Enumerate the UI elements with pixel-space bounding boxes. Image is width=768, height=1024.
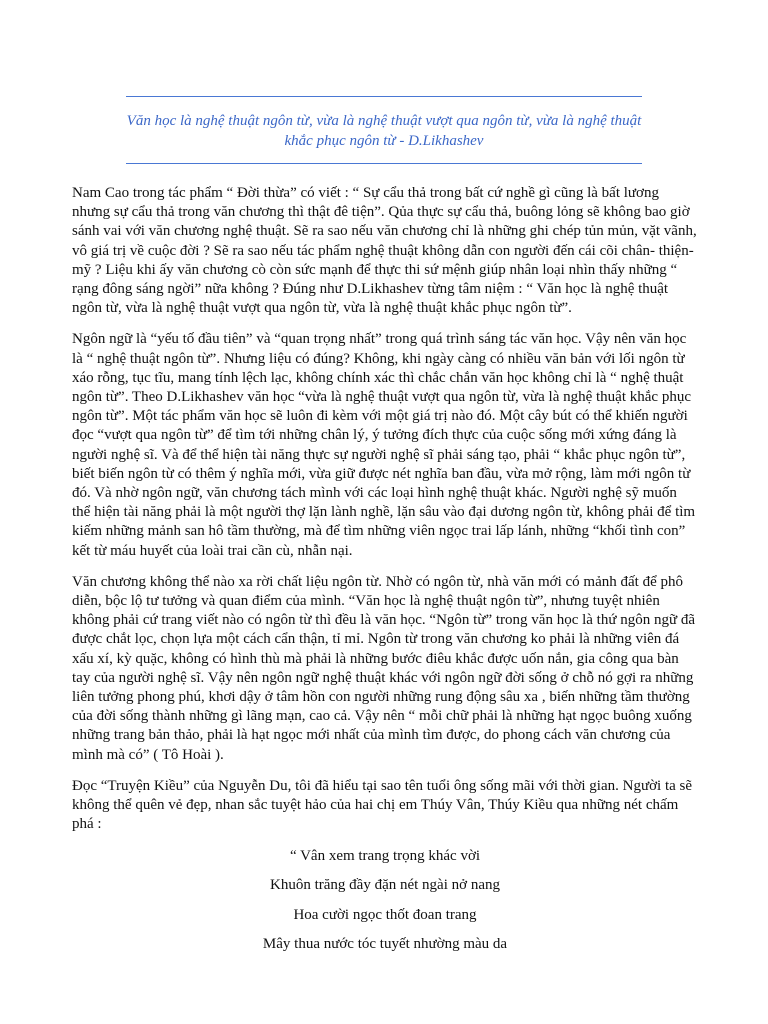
poem-line-4: Mây thua nước tóc tuyết nhường màu da [262,936,508,952]
epigraph-quote: Văn học là nghệ thuật ngôn từ, vừa là nghệ thuật vượt qua ngôn từ, vừa là nghệ thuật khắc phục ngôn từ - D.Likhashev [126,113,642,149]
essay-body [72,184,698,965]
poem-line-1: “ Vân xem trang trọng khác vời [289,847,481,864]
top-divider [126,96,642,97]
bottom-divider [126,163,642,164]
paragraph-1: Nam Cao trong tác phẩm “ Đời thừa” có viết : “ Sự cẩu thả trong bất cứ nghề gì cũng là bất lương nhưng sự cẩu thả trong văn chương thì thật đê tiện”. Qủa thực sự cẩu thả, buông lỏng sẽ không bao giờ sánh vai với văn chương nghệ thuật. Sẽ ra sao nếu văn chương chỉ là những ghi chép tủn mủn, vặt vãnh, vô giá trị về cuộc đời ? Sẽ ra sao nếu tác phẩm nghệ thuật không dẫn con người đến cái cõi chân- thiện- mỹ ? Liệu khi ấy văn chương cò còn sức mạnh để thực thi sứ mệnh giúp nhân loại nhìn thấy những “ rạng đông sáng ngời” nữa không ? Đúng như D.Likhashev từng tâm niệm : “ Văn học là nghệ thuật ngôn từ, vừa là nghệ thuật vượt qua ngôn từ, vừa là nghệ thuật khắc phục ngôn từ”. [72,185,697,317]
paragraph-3: Văn chương không thể nào xa rời chất liệu ngôn từ. Nhờ có ngôn từ, nhà văn mới có mảnh đất để phô diễn, bộc lộ tư tưởng và quan điểm của mình. “Văn học là nghệ thuật ngôn từ”, nhưng tuyệt nhiên không phải cứ trang viết nào có ngôn từ thì đều là văn học. “Ngôn từ” trong văn học là thứ ngôn ngữ đã được chắt lọc, chọn lựa một cách cẩn thận, tỉ mỉ. Ngôn từ trong văn chương ko phải là những viên đá xấu xí, kỳ quặc, không có hình thù mà phải là những bước điêu khắc được uốn nắn, gia công qua bàn tay của người nghệ sĩ. Vậy nên ngôn ngữ nghệ thuật khác với ngôn ngữ đời sống ở chỗ nó gợi ra những liên tưởng phong phú, khơi dậy ở tâm hồn con người những rung động sâu xa , biến những tầm thường của đời sống thành những gì lãng mạn, cao cả. Vậy nên “ mỗi chữ phải là những hạt ngọc buông xuống những trang bản thảo, phải là hạt ngọc mới nhất của mình tìm được, do phong cách văn chương của mình mà có” ( Tô Hoài ). [72,573,696,763]
epigraph-block [126,96,642,164]
poem-excerpt [72,847,698,955]
poem-line-2: Khuôn trăng đầy đặn nét ngài nở nang [270,877,500,893]
paragraph-2: Ngôn ngữ là “yếu tố đầu tiên” và “quan trọng nhất” trong quá trình sáng tác văn học. Vậy nên văn học là “ nghệ thuật ngôn từ”. Nhưng liệu có đúng? Không, khi ngày càng có nhiều văn bản với lối ngôn từ xáo rỗng, tục tĩu, mang tính lệch lạc, không chính xác thì chắc chắn văn học không chỉ là “ nghệ thuật ngôn từ”. Theo D.Likhashev văn học “vừa là nghệ thuật vượt qua ngôn từ, vừa là nghệ thuật khắc phục ngôn từ”. Một tác phẩm văn học sẽ luôn đi kèm với một giá trị nào đó. Một cây bút có thể khiến người đọc “vượt qua ngôn từ” để tìm tới những chân lý, ý tưởng đích thực của cuộc sống mới xứng đáng là người nghệ sĩ. Và để thể hiện tài năng thực sự người nghệ sĩ phải sáng tạo, phải “ khắc phục ngôn từ”, biết biến ngôn từ có thêm ý nghĩa mới, vừa giữ được nét nghĩa ban đầu, vừa mở rộng, làm mới ngôn từ đó. Và nhờ ngôn ngữ, văn chương tách mình với các loại hình nghệ thuật khác. Người nghệ sỹ muốn thể hiện tài năng phải là một người thợ lặn lành nghề, lặn sâu vào đại dương ngôn từ, không phải để tìm kiếm những mảnh san hô tầm thường, mà để tìm những viên ngọc trai lấp lánh, những “khối tình con” kết từ máu huyết của loài trai cần cù, nhẫn nại. [72,331,696,559]
poem-line-3: Hoa cười ngọc thốt đoan trang [293,906,477,923]
paragraph-4: Đọc “Truyện Kiều” của Nguyễn Du, tôi đã hiểu tại sao tên tuổi ông sống mãi với thời gian. Người ta sẽ không thể quên vẻ đẹp, nhan sắc tuyệt hảo của hai chị em Thúy Vân, Thúy Kiều qua những nét chấm phá : [72,777,693,833]
